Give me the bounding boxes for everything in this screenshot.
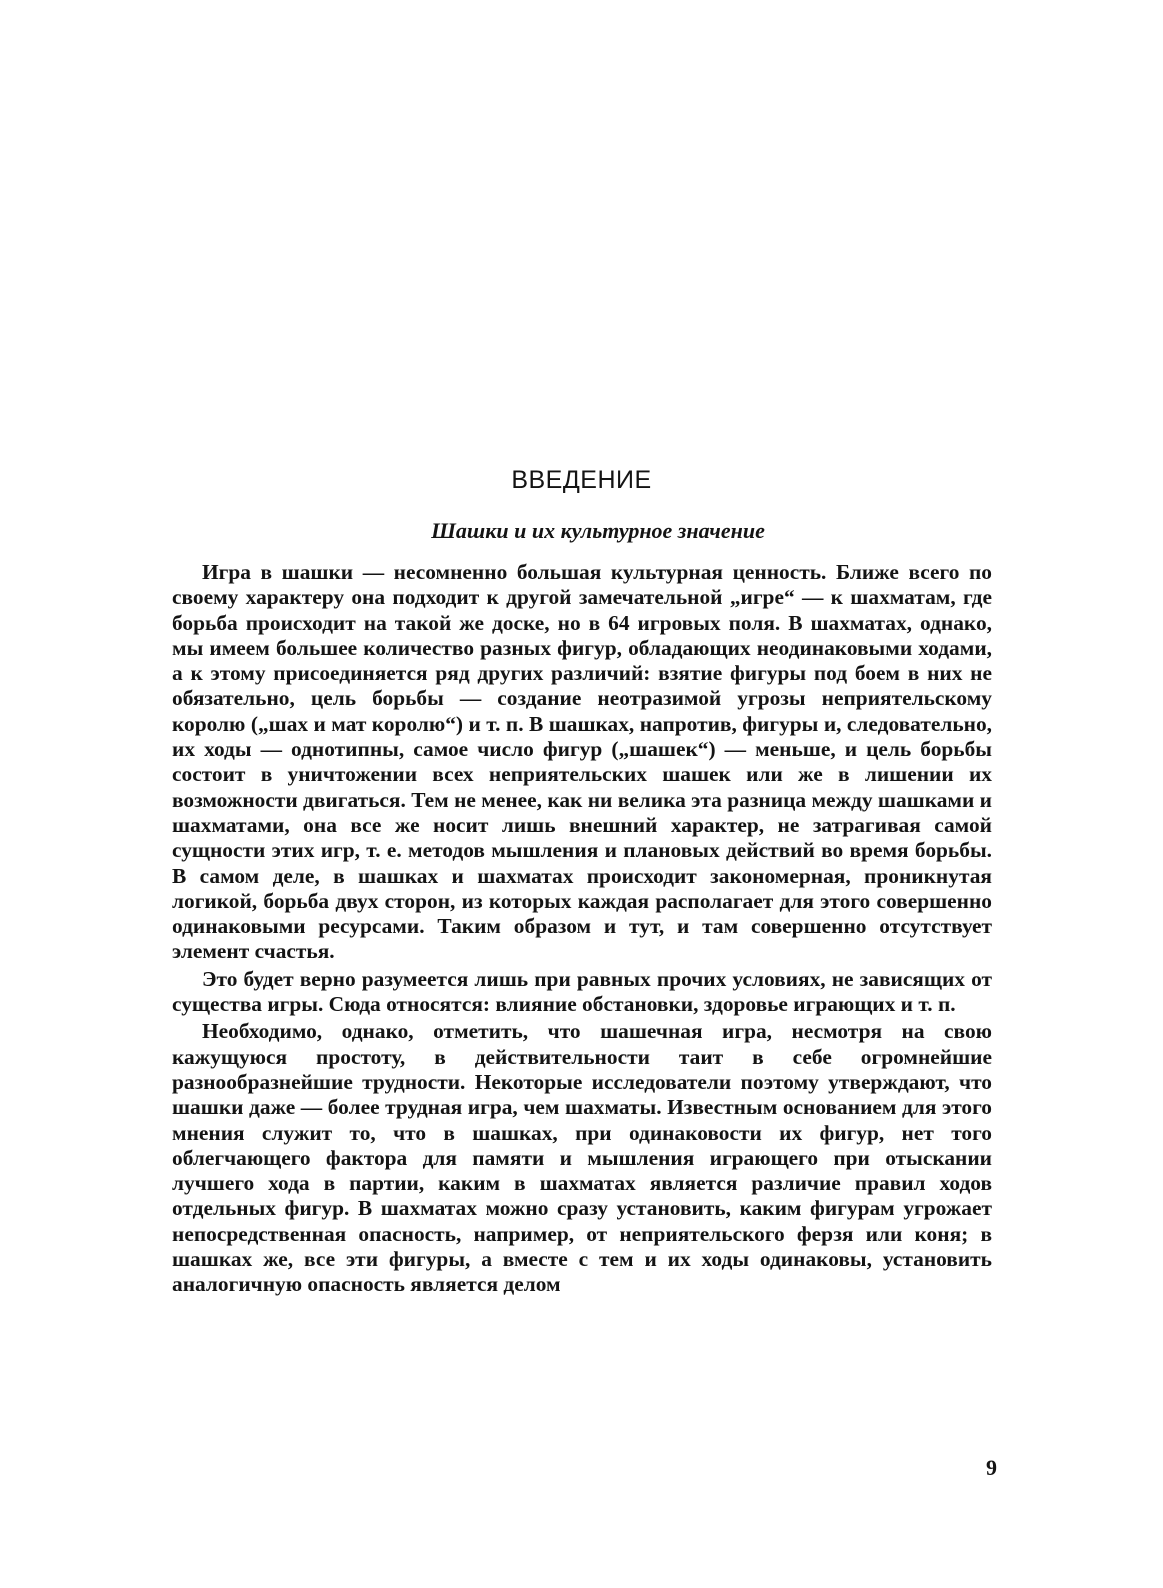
page-number: 9 (986, 1455, 997, 1480)
chapter-title: ВВЕДЕНИЕ (511, 466, 652, 494)
body-text (172, 560, 992, 1300)
paragraph: Необходимо, однако, отметить, что шашечная игра, несмотря на свою кажущуюся простоту, в действительности таит в себе огромнейшие разнообразнейшие трудности. Некоторые исследователи поэтому утверждают, что шашки даже — более трудная игра, чем шахматы. Известным основанием для этого мнения служит то, что в шашках, при одинаковости их фигур, нет того облегчающего фактора для памяти и мышления играющего при отыскании лучшего хода в партии, каким в шахматах является различие правил ходов отдельных фигур. В шахматах можно сразу установить, каким фигурам угрожает непосредственная опасность, например, от неприятельского ферзя или коня; в шашках же, все эти фигуры, а вместе с тем и их ходы одинаковы, установить аналогичную опасность является делом (172, 1019, 992, 1297)
chapter-subtitle: Шашки и их культурное значение (431, 518, 765, 543)
paragraph: Игра в шашки — несомненно большая культурная ценность. Ближе всего по своему характеру она подходит к другой замечательной „игре“ — к шахматам, где борьба происходит на такой же доске, но в 64 игровых поля. В шахматах, однако, мы имеем большее количество разных фигур, обладающих неодинаковыми ходами, а к этому присоединяется ряд других различий: взятие фигуры под боем в них не обязательно, цель борьбы — создание неотразимой угрозы неприятельскому королю („шах и мат королю“) и т. п. В шашках, напротив, фигуры и, следовательно, их ходы — однотипны, самое число фигур („шашек“) — меньше, и цель борьбы состоит в уничтожении всех неприятельских шашек или же в лишении их возможности двигаться. Тем не менее, как ни велика эта разница между шашками и шахматами, она все же носит лишь внешний характер, не затрагивая самой сущности этих игр, т. е. методов мышления и плановых действий во время борьбы. В самом деле, в шашках и шахматах происходит закономерная, проникнутая логикой, борьба двух сторон, из которых каждая располагает для этого совершенно одинаковыми ресурсами. Таким образом и тут, и там совершенно отсутствует элемент счастья. (172, 560, 992, 964)
paragraph: Это будет верно разумеется лишь при равных прочих условиях, не зависящих от существа игры. Сюда относятся: влияние обстановки, здоровье играющих и т. п. (172, 966, 992, 1017)
